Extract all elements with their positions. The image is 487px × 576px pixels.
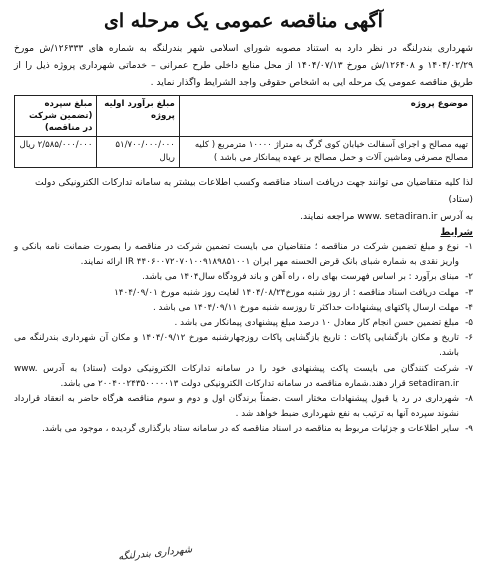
list-item — [14, 392, 473, 422]
cell-deposit: ۲/۵۸۵/۰۰۰/۰۰۰ ریال — [15, 137, 97, 168]
condition-number: ۵- — [465, 318, 473, 329]
list-item — [14, 240, 473, 270]
setad-instructions — [14, 174, 473, 225]
cell-estimate: ۵۱/۷۰۰/۰۰۰/۰۰۰ ریال — [97, 137, 179, 168]
signature: شهرداری بندرلنگه — [117, 544, 193, 563]
condition-number: ۱- — [465, 242, 473, 252]
list-item — [14, 362, 473, 392]
condition-text: شرکت کنندگان می بایست پاکت پیشنهادی خود را در سامانه تدارکات الکترونیکی دولت (ستاد) به آدرس www. setadiran.ir قرار دهند.شماره مناقصه در سامانه تدارکات الکترونیکی دولت ۲۰۰۴۰۰۲۴۳۵۰۰۰۰۰۱۳ می باشد. — [14, 363, 459, 389]
project-table — [14, 95, 473, 168]
list-item — [14, 270, 473, 285]
intro-paragraph: شهرداری بندرلنگه در نظر دارد به استناد مصوبه شورای اسلامی شهر بندرلنگه به شماره های ۱۲۶۳۳۳/ش مورخ ۱۴۰۴/۰۲/۲۹ و ۱۲۶۴۰۸/ش مورخ ۱۴۰۴/۰۷/۱۳ از محل منابع داخلی طرح عمرانی – خدماتی شهرداری پروژه ذیل را از طریق مناقصه عمومی یک مرحله ایی به اشخاص حقوقی واجد الشرایط واگذار نماید . — [14, 43, 474, 88]
condition-text: تاریخ و مکان بازگشایی پاکات : تاریخ بازگشایی پاکات روزچهارشنبه مورخ ۱۴۰۴/۰۹/۱۲ و مکان آن شهرداری بندرلنگه می باشد. — [14, 333, 459, 359]
condition-number: ۳- — [465, 287, 473, 298]
condition-number: ۲- — [465, 272, 473, 283]
condition-text: سایر اطلاعات و جزئیات مربوط به مناقصه در اسناد مناقصه که در سامانه ستاد بارگذاری گردیده ، موجود می باشد. — [42, 424, 459, 435]
condition-text: نوع و مبلغ تضمین شرکت در مناقصه ؛ متقاضیان می بایست تضمین شرکت در مناقصه را بصورت ضمانت نامه بانکی و واریز نقدی به شماره شبای بانک قرض الحسنه مهر ایران IR ۴۴۰۶۰۰۷۲۰۷۰۱۰۰۹۱۸۹۸۵۱۰۰۱ ارائه نمایند. — [14, 242, 459, 268]
condition-number: ۸- — [465, 394, 473, 405]
conditions-heading: شرایط — [440, 227, 473, 238]
condition-text: مهلت دریافت اسناد مناقصه : از روز شنبه مورخ۱۴۰۴/۰۸/۲۴ لغایت روز شنبه مورخ ۱۴۰۴/۰۹/۰۱ — [114, 287, 459, 298]
list-item — [14, 331, 473, 361]
table-row — [15, 137, 473, 168]
address-suffix: مراجعه نمایند. — [300, 211, 355, 222]
condition-text: مهلت ارسال پاکتهای پیشنهادات حداکثر تا روزسه شنبه مورخ ۱۴۰۴/۰۹/۱۱ می باشد . — [152, 302, 459, 313]
header-subject: موضوع پروژه — [179, 96, 472, 137]
list-item — [14, 422, 473, 437]
setad-website-link[interactable]: www. setadiran.ir — [357, 211, 438, 222]
list-item — [14, 301, 473, 316]
condition-text: شهرداری در رد یا قبول پیشنهادات مختار است .ضمناً برندگان اول و دوم و سوم مناقصه هرگاه حاضر به انعقاد قرارداد نشوند سپرده آنها به ترتیب به نفع شهرداری ضبط خواهد شد . — [14, 394, 459, 420]
header-deposit: مبلغ سپرده (تضمین شرکت در مناقصه) — [15, 96, 97, 137]
address-prefix: به آدرس — [440, 211, 473, 222]
condition-number: ۷- — [465, 363, 473, 374]
condition-number: ۴- — [465, 302, 473, 313]
header-estimate: مبلغ برآورد اولیه پروژه — [97, 96, 179, 137]
cell-subject: تهیه مصالح و اجرای آسفالت خیابان کوی گرگ به متراژ ۱۰۰۰۰ مترمربع ( کلیه مصالح مصرفی وماشین آلات و حمل مصالح بر عهده پیمانکار می باشد ) — [179, 137, 472, 168]
instructions-line1: لذا کلیه متقاضیان می توانند جهت دریافت اسناد مناقصه وکسب اطلاعات بیشتر به سامانه تدارکات الکترونیکی دولت (ستاد) — [35, 177, 473, 205]
table-header-row — [15, 96, 473, 137]
condition-number: ۶- — [465, 333, 473, 344]
condition-text: مبلغ تضمین حسن انجام کار معادل ۱۰ درصد مبلغ پیشنهادی پیمانکار می باشد . — [174, 318, 459, 329]
list-item — [14, 286, 473, 301]
condition-text: مبنای برآورد : بر اساس فهرست بهای راه ، راه آهن و باند فرودگاه سال۱۴۰۴ می باشد. — [142, 272, 459, 283]
conditions-list — [14, 240, 473, 438]
list-item — [14, 316, 473, 331]
condition-number: ۹- — [465, 424, 473, 435]
notice-title: آگهی مناقصه عمومی یک مرحله ای — [104, 10, 383, 32]
